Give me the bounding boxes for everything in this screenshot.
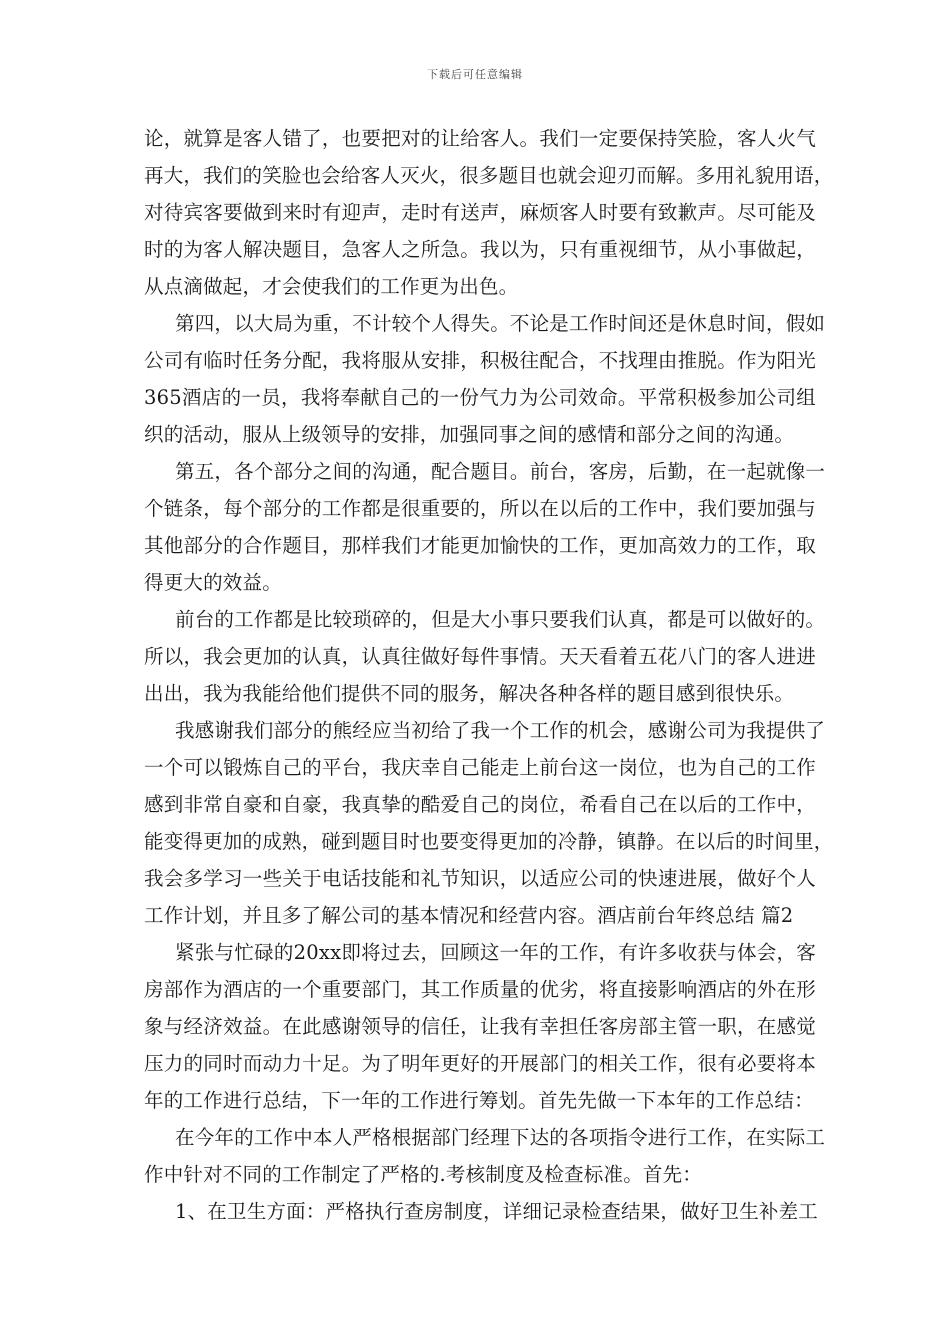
text-line: 从点滴做起，才会使我们的工作更为出色。: [144, 275, 519, 298]
text-line: 公司有临时任务分配，我将服从安排，积极往配合，不找理由推脱。作为阳光: [144, 349, 816, 372]
text-line: 象与经济效益。在此感谢领导的信任，让我有幸担任客房部主管一职，在感觉: [144, 1015, 816, 1038]
text-line: 365酒店的一员，我将奉献自己的一份气力为公司效命。平常积极参加公司组: [144, 386, 816, 409]
text-line: 所以，我会更加的认真，认真往做好每件事情。天天看着五花八门的客人进进: [144, 645, 816, 668]
text-line: 在今年的工作中本人严格根据部门经理下达的各项指令进行工作，在实际工: [175, 1126, 826, 1149]
text-line: 前台的工作都是比较琐碎的，但是大小事只要我们认真，都是可以做好的。: [175, 608, 826, 631]
text-line: 时的为客人解决题目，急客人之所急。我以为，只有重视细节，从小事做起，: [144, 238, 816, 261]
text-line: 织的活动，服从上级领导的安排，加强同事之间的感情和部分之间的沟通。: [144, 423, 795, 446]
text-line: 紧张与忙碌的20xx即将过去，回顾这一年的工作，有许多收获与体会，客: [175, 941, 816, 964]
text-line: 一个可以锻炼自己的平台，我庆幸自己能走上前台这一岗位，也为自己的工作: [144, 756, 816, 779]
text-line: 个链条，每个部分的工作都是很重要的，所以在以后的工作中，我们要加强与: [144, 497, 816, 520]
page-header: 下载后可任意编辑: [427, 68, 523, 81]
text-line: 工作计划，并且多了解公司的基本情况和经营内容。酒店前台年终总结 篇2: [144, 904, 794, 927]
text-line: 对待宾客要做到来时有迎声，走时有送声，麻烦客人时要有致歉声。尽可能及: [144, 201, 816, 224]
text-line: 房部作为酒店的一个重要部门，其工作质量的优劣，将直接影响酒店的外在形: [144, 978, 816, 1001]
text-line: 能变得更加的成熟，碰到题目时也要变得更加的冷静，镇静。在以后的时间里，: [144, 830, 834, 853]
text-line: 压力的同时而动力十足。为了明年更好的开展部门的相关工作，很有必要将本: [144, 1052, 816, 1075]
text-line: 得更大的效益。: [144, 571, 282, 594]
text-line: 第四，以大局为重，不计较个人得失。不论是工作时间还是休息时间，假如: [175, 312, 826, 335]
text-line: 感到非常自豪和自豪，我真挚的酷爱自己的岗位，希看自己在以后的工作中，: [144, 793, 816, 816]
text-line: 再大，我们的笑脸也会给客人灭火，很多题目也就会迎刃而解。多用礼貌用语，: [144, 164, 834, 187]
text-line: 年的工作进行总结，下一年的工作进行筹划。首先先做一下本年的工作总结：: [144, 1089, 814, 1112]
text-line: 第五，各个部分之间的沟通，配合题目。前台，客房，后勤，在一起就像一: [175, 460, 826, 483]
document-body: [144, 120, 834, 1230]
text-line: 出出，我为我能给他们提供不同的服务，解决各种各样的题目感到很快乐。: [144, 682, 795, 705]
text-line: 其他部分的合作题目，那样我们才能更加愉快的工作，更加高效力的工作，取: [144, 534, 816, 557]
text-line: 我会多学习一些关于电话技能和礼节知识，以适应公司的快速进展，做好个人: [144, 867, 816, 890]
text-line: 论，就算是客人错了，也要把对的让给客人。我们一定要保持笑脸，客人火气: [144, 127, 816, 150]
text-line: 1、在卫生方面：严格执行查房制度，详细记录检查结果，做好卫生补差工: [175, 1200, 819, 1223]
text-line: 作中针对不同的工作制定了严格的.考核制度及检查标准。首先：: [144, 1163, 702, 1186]
text-line: 我感谢我们部分的熊经应当初给了我一个工作的机会，感谢公司为我提供了: [175, 719, 826, 742]
